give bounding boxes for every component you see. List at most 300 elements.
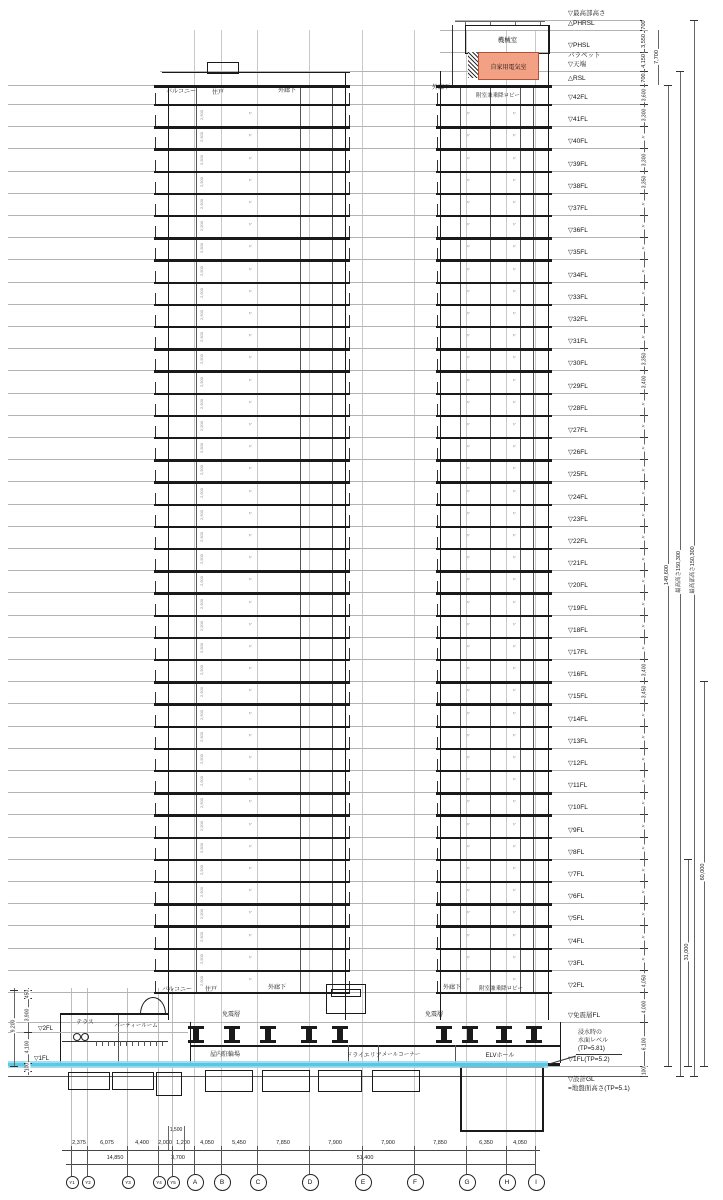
floor-slab xyxy=(436,570,552,572)
grid-bubble-Y3: Y3 xyxy=(122,1176,135,1189)
left-parapet xyxy=(162,72,350,73)
core-ditto: 〃 xyxy=(512,222,517,228)
core-ditto: 〃 xyxy=(466,688,471,694)
deck-tick xyxy=(114,1041,115,1046)
floor-slab xyxy=(154,504,350,506)
grid-bubble-E: E xyxy=(355,1174,372,1191)
core-ditto: 〃 xyxy=(512,177,517,183)
balcony-rail xyxy=(155,826,156,837)
balcony-rail xyxy=(155,182,156,193)
balcony-rail xyxy=(155,404,156,415)
corridor-rail xyxy=(437,248,438,259)
unit-ditto: 〃 xyxy=(248,843,253,849)
floor-slab xyxy=(154,748,350,750)
balcony-rail xyxy=(155,115,156,126)
core-ditto: 〃 xyxy=(512,643,517,649)
corridor-rail xyxy=(349,293,350,304)
unit-ditto: 〃 xyxy=(248,222,253,228)
floor-slab xyxy=(436,925,552,927)
corridor-rail xyxy=(349,115,350,126)
floor-height-dim: 〃 xyxy=(641,467,648,473)
unit-ditto: 〃 xyxy=(248,155,253,161)
floor-height-dim: 100 xyxy=(641,1066,648,1076)
core-ditto: 〃 xyxy=(466,821,471,827)
level-label-=地盤面高さ(TP=5.1): =地盤面高さ(TP=5.1) xyxy=(568,1085,630,1092)
floor-slab xyxy=(154,348,350,350)
floor-height-dim: 〃 xyxy=(641,445,648,451)
core-ditto: 〃 xyxy=(512,976,517,982)
core-ditto: 〃 xyxy=(512,865,517,871)
level-label-42FL: ▽42FL xyxy=(568,94,588,101)
core-ditto: 〃 xyxy=(512,777,517,783)
floor-slab xyxy=(436,881,552,883)
floor-height-dim: 〃 xyxy=(641,201,648,207)
corridor-rail xyxy=(437,470,438,481)
balcony-rail xyxy=(155,670,156,681)
floor-slab xyxy=(436,837,552,839)
core-ditto: 〃 xyxy=(512,910,517,916)
unit-ditto: 〃 xyxy=(248,355,253,361)
level-label-38FL: ▽38FL xyxy=(568,182,588,190)
total-dim: 51,400 xyxy=(356,1155,374,1161)
corridor-rail xyxy=(349,581,350,592)
dim-end-tick xyxy=(690,20,698,21)
unit-ditto: 〃 xyxy=(248,621,253,627)
floor-slab xyxy=(154,859,350,861)
floor-slab xyxy=(154,792,350,794)
unit-ditto: 〃 xyxy=(248,510,253,516)
unit-ditto: 〃 xyxy=(248,821,253,827)
floor-slab xyxy=(154,925,350,927)
level-label-1FL(TP=5.2): ▽1FL(TP=5.2) xyxy=(568,1056,610,1063)
unit-ditto: 〃 xyxy=(248,111,253,117)
floor-height-dim: 3,350 xyxy=(641,353,648,366)
floor-height-dim: 〃 xyxy=(641,534,648,540)
corridor-rail xyxy=(349,781,350,792)
floor-height-dim: 3,300 xyxy=(641,153,648,166)
right-tower-wall xyxy=(548,25,549,1020)
unit-height-note: 2,500 xyxy=(198,909,204,920)
floor-slab xyxy=(436,948,552,950)
level-label-41FL: ▽41FL xyxy=(568,116,588,124)
room-label: パーティールーム xyxy=(114,1023,158,1029)
core-ditto: 〃 xyxy=(512,799,517,805)
dim-text: 31,000 xyxy=(684,943,691,961)
balcony-rail xyxy=(155,870,156,881)
unit-ditto: 〃 xyxy=(248,577,253,583)
floor-slab xyxy=(436,615,552,617)
level-label-19FL: ▽19FL xyxy=(568,604,588,612)
unit-height-note: 2,500 xyxy=(198,620,204,631)
level-label-31FL: ▽31FL xyxy=(568,338,588,346)
core-ditto: 〃 xyxy=(466,754,471,760)
unit-ditto: 〃 xyxy=(248,266,253,272)
corridor-rail xyxy=(349,337,350,348)
flood-note-leader xyxy=(548,1040,580,1066)
core-ditto: 〃 xyxy=(512,444,517,450)
isolator-plate xyxy=(436,1040,452,1043)
left-tower-line xyxy=(300,85,301,992)
corridor-rail xyxy=(349,826,350,837)
unit-height-note: 2,500 xyxy=(198,265,204,276)
isolator-body xyxy=(501,1028,507,1040)
right-tower-line xyxy=(520,85,521,992)
bay-dim: 1,200 xyxy=(176,1140,190,1146)
floor-slab xyxy=(436,548,552,550)
podium-wall xyxy=(60,1013,61,1063)
core-ditto: 〃 xyxy=(466,399,471,405)
floor-slab xyxy=(154,726,350,728)
core-ditto: 〃 xyxy=(466,444,471,450)
floor-slab xyxy=(436,748,552,750)
left-tower-line xyxy=(332,85,333,992)
floor-slab xyxy=(154,948,350,950)
unit-ditto: 〃 xyxy=(248,865,253,871)
floor-height-dim: 〃 xyxy=(641,290,648,296)
bay-dim: 7,900 xyxy=(381,1140,395,1146)
core-ditto: 〃 xyxy=(466,643,471,649)
unit-height-note: 2,500 xyxy=(198,443,204,454)
deck-tick xyxy=(156,1041,157,1046)
grid-bubble-Y2: Y2 xyxy=(82,1176,95,1189)
room-label: テラス xyxy=(76,1020,94,1026)
corridor-rail xyxy=(349,959,350,970)
balcony-rail xyxy=(155,293,156,304)
level-label-PHSL: ▽PHSL xyxy=(568,42,590,49)
grid-line-H xyxy=(506,30,507,1172)
room-label: ELVホール xyxy=(485,1053,515,1059)
balcony-rail xyxy=(155,204,156,215)
terrace-deck xyxy=(62,1041,168,1042)
unit-ditto: 〃 xyxy=(248,976,253,982)
unit-height-note: 2,500 xyxy=(198,243,204,254)
floor-slab xyxy=(436,148,552,150)
dim-end-tick xyxy=(690,1076,698,1077)
level-label-30FL: ▽30FL xyxy=(568,360,588,368)
corridor-rail xyxy=(349,648,350,659)
grid-line-A xyxy=(194,30,195,1172)
corridor-rail xyxy=(437,515,438,526)
unit-height-note: 2,500 xyxy=(198,953,204,964)
floor-height-dim: 3,400 xyxy=(641,375,648,388)
balcony-rail xyxy=(155,160,156,171)
floor-slab xyxy=(154,326,350,328)
floor-slab xyxy=(154,814,350,816)
level-label-16FL: ▽16FL xyxy=(568,671,588,679)
deck-tick xyxy=(138,1041,139,1046)
room-label: 住戸 xyxy=(211,90,225,96)
floor-slab xyxy=(436,703,552,705)
floor-slab xyxy=(436,637,552,639)
core-ditto: 〃 xyxy=(466,599,471,605)
floor-height-dim: 〃 xyxy=(641,578,648,584)
core-ditto: 〃 xyxy=(512,199,517,205)
deck-tick xyxy=(108,1041,109,1046)
corridor-rail xyxy=(437,848,438,859)
balcony-rail xyxy=(155,781,156,792)
unit-ditto: 〃 xyxy=(248,710,253,716)
floor-height-dim: 〃 xyxy=(641,423,648,429)
dim-text: 3,550 xyxy=(641,34,648,48)
floor-height-dim: 〃 xyxy=(641,933,648,940)
core-ditto: 〃 xyxy=(466,732,471,738)
corridor-rail xyxy=(437,559,438,570)
grid-bubble-G: G xyxy=(459,1174,476,1191)
bay-dim: 7,850 xyxy=(276,1140,290,1146)
corridor-rail xyxy=(349,670,350,681)
floor-height-dim: 〃 xyxy=(641,956,648,962)
left-tower-wall xyxy=(168,85,169,1020)
floor-slab xyxy=(154,703,350,705)
corridor-rail xyxy=(349,515,350,526)
ph-rail xyxy=(455,21,545,22)
floor-slab xyxy=(154,393,350,395)
corridor-rail xyxy=(349,448,350,459)
floor-height-dim: 〃 xyxy=(641,645,648,651)
dim-text: 100 xyxy=(24,1062,31,1072)
unit-height-note: 2,500 xyxy=(198,287,204,298)
level-label-天端: ▽天端 xyxy=(568,61,586,68)
bay-dim: 5,450 xyxy=(232,1140,246,1146)
level-label-5FL: ▽5FL xyxy=(568,915,585,923)
corridor-rail xyxy=(349,803,350,814)
balcony-rail xyxy=(155,426,156,437)
balcony-rail xyxy=(155,959,156,970)
core-ditto: 〃 xyxy=(466,266,471,272)
isolator-body xyxy=(193,1028,199,1040)
corridor-rail xyxy=(437,93,438,104)
core-ditto: 〃 xyxy=(512,421,517,427)
dim-text: 4,150 xyxy=(641,54,648,68)
level-label-39FL: ▽39FL xyxy=(568,160,588,168)
corridor-rail xyxy=(437,426,438,437)
grid-bubble-C: C xyxy=(250,1174,267,1191)
level-label-2FL: ▽2FL xyxy=(568,982,585,989)
corridor-rail xyxy=(437,826,438,837)
bubble-stem xyxy=(506,1146,507,1174)
unit-ditto: 〃 xyxy=(248,532,253,538)
balcony-rail xyxy=(155,737,156,748)
floor-height-dim: 〃 xyxy=(641,512,648,518)
unit-ditto: 〃 xyxy=(248,466,253,472)
balcony-rail xyxy=(155,559,156,570)
core-ditto: 〃 xyxy=(466,111,471,117)
floor-slab xyxy=(154,570,350,572)
floor-height-dim: 〃 xyxy=(641,734,648,740)
elevator-pit xyxy=(460,1066,544,1132)
core-ditto: 〃 xyxy=(466,333,471,339)
floor-slab xyxy=(154,171,350,173)
grid-bubble-F: F xyxy=(407,1174,424,1191)
bay-dim: 6,350 xyxy=(479,1140,493,1146)
corridor-rail xyxy=(437,448,438,459)
ph-stair-hatch xyxy=(468,52,478,78)
foundation-pit xyxy=(205,1070,253,1092)
balcony-rail xyxy=(155,137,156,148)
balcony-rail xyxy=(155,604,156,615)
core-ditto: 〃 xyxy=(512,133,517,139)
balcony-rail xyxy=(155,226,156,237)
unit-height-note: 2,500 xyxy=(198,509,204,520)
corridor-rail xyxy=(437,781,438,792)
corridor-rail xyxy=(349,182,350,193)
dim-text: 450 xyxy=(24,989,31,999)
floor-slab xyxy=(436,659,552,661)
total-dim: 3,700 xyxy=(171,1155,185,1161)
deck-tick xyxy=(150,1041,151,1046)
level-label-6FL: ▽6FL xyxy=(568,893,585,901)
dim-text: 60,000 xyxy=(700,863,707,881)
unit-height-note: 2,500 xyxy=(198,198,204,209)
balcony-rail xyxy=(155,715,156,726)
balcony-rail xyxy=(155,537,156,548)
core-ditto: 〃 xyxy=(466,932,471,938)
bubble-stem xyxy=(309,1146,310,1174)
core-ditto: 〃 xyxy=(466,777,471,783)
corridor-rail xyxy=(437,271,438,282)
corridor-rail xyxy=(349,248,350,259)
floor-slab xyxy=(436,370,552,372)
unit-height-note: 2,500 xyxy=(198,931,204,942)
floor-height-dim: 〃 xyxy=(641,600,648,607)
room-label: ドライエリア xyxy=(346,1053,382,1059)
unit-height-note: 2,500 xyxy=(198,887,204,898)
floor-slab xyxy=(436,193,552,195)
unit-ditto: 〃 xyxy=(248,599,253,605)
floor-height-dim: 〃 xyxy=(641,134,648,140)
grid-line-F xyxy=(414,30,415,1172)
floor-slab xyxy=(154,681,350,683)
dim-ext xyxy=(168,1126,169,1150)
floor-slab xyxy=(436,393,552,395)
grid-line-C xyxy=(257,30,258,1172)
level-label-4FL: ▽4FL xyxy=(568,937,585,945)
core-ditto: 〃 xyxy=(466,843,471,849)
right-tower-wall xyxy=(440,71,441,1020)
dim-end-tick xyxy=(684,1066,692,1067)
bubble-stem xyxy=(414,1146,415,1174)
room-label: 附室兼乗降ロビー xyxy=(476,93,520,99)
level-line-免震層FL xyxy=(8,1022,640,1023)
unit-ditto: 〃 xyxy=(248,910,253,916)
dim-text: 7,700 xyxy=(654,50,661,64)
level-label-37FL: ▽37FL xyxy=(568,205,588,212)
dim-tick xyxy=(24,1032,32,1033)
room-label: 屋内駐輪場 xyxy=(209,1052,241,1058)
floor-slab xyxy=(436,126,552,128)
corridor-rail xyxy=(437,293,438,304)
isolator-body xyxy=(306,1028,312,1040)
unit-height-note: 2,500 xyxy=(198,820,204,831)
core-ditto: 〃 xyxy=(512,555,517,561)
core-ditto: 〃 xyxy=(512,599,517,605)
core-ditto: 〃 xyxy=(512,821,517,827)
corridor-rail xyxy=(349,404,350,415)
right-tower-line xyxy=(533,85,534,992)
balcony-rail xyxy=(155,981,156,992)
grid-bubble-D: D xyxy=(302,1174,319,1191)
unit-height-note: 2,500 xyxy=(198,465,204,476)
floor-slab xyxy=(154,104,350,106)
unit-height-note: 2,500 xyxy=(198,864,204,875)
floor-height-dim: 〃 xyxy=(641,334,648,340)
core-ditto: 〃 xyxy=(512,954,517,960)
isolator-body xyxy=(265,1028,271,1040)
unit-ditto: 〃 xyxy=(248,421,253,427)
floor-slab xyxy=(436,215,552,217)
core-ditto: 〃 xyxy=(466,799,471,805)
core-ditto: 〃 xyxy=(512,288,517,294)
level-label-27FL: ▽27FL xyxy=(568,427,588,434)
corridor-rail xyxy=(349,382,350,393)
floor-slab xyxy=(154,259,350,261)
isolator-plate xyxy=(301,1040,317,1043)
level-label-36FL: ▽36FL xyxy=(568,227,588,235)
dim-end-tick xyxy=(700,1066,708,1067)
level-label-11FL: ▽11FL xyxy=(568,782,588,790)
unit-height-note: 2,500 xyxy=(198,576,204,587)
room-label: 外廊下 xyxy=(277,88,297,94)
floor-slab xyxy=(436,526,552,528)
unit-height-note: 2,500 xyxy=(198,398,204,409)
core-ditto: 〃 xyxy=(512,355,517,361)
corridor-rail xyxy=(437,204,438,215)
core-ditto: 〃 xyxy=(466,577,471,583)
floor-slab xyxy=(154,903,350,905)
corridor-rail xyxy=(349,271,350,282)
level-label-28FL: ▽28FL xyxy=(568,404,588,412)
corridor-rail xyxy=(349,759,350,770)
corridor-rail xyxy=(437,692,438,703)
level-label-left: ▽1FL xyxy=(34,1056,49,1062)
corridor-rail xyxy=(349,892,350,903)
level-label-12FL: ▽12FL xyxy=(568,760,588,767)
corridor-rail xyxy=(349,626,350,637)
level-label-32FL: ▽32FL xyxy=(568,316,588,323)
core-ditto: 〃 xyxy=(512,710,517,716)
floor-slab xyxy=(154,193,350,195)
electric-room-box xyxy=(478,52,539,80)
floor-slab xyxy=(154,237,350,239)
balcony-rail xyxy=(155,248,156,259)
unit-height-note: 2,500 xyxy=(198,753,204,764)
corridor-rail xyxy=(437,137,438,148)
grid-bubble-A: A xyxy=(187,1174,204,1191)
bubble-stem xyxy=(535,1146,536,1174)
isolator-body xyxy=(531,1028,537,1040)
floor-height-dim: 〃 xyxy=(641,711,648,718)
corridor-rail xyxy=(349,470,350,481)
core-ditto: 〃 xyxy=(512,266,517,272)
corridor-rail xyxy=(437,337,438,348)
unit-ditto: 〃 xyxy=(248,333,253,339)
flood-note-line: (TP=5.81) xyxy=(578,1046,605,1052)
unit-height-note: 2,500 xyxy=(198,110,204,121)
core-ditto: 〃 xyxy=(512,732,517,738)
floor-slab xyxy=(436,171,552,173)
corridor-rail xyxy=(437,359,438,370)
core-ditto: 〃 xyxy=(466,421,471,427)
core-ditto: 〃 xyxy=(466,199,471,205)
core-ditto: 〃 xyxy=(512,488,517,494)
unit-ditto: 〃 xyxy=(248,399,253,405)
core-ditto: 〃 xyxy=(512,333,517,339)
unit-ditto: 〃 xyxy=(248,310,253,316)
balcony-rail xyxy=(155,692,156,703)
unit-height-note: 2,500 xyxy=(198,332,204,343)
corridor-rail xyxy=(349,848,350,859)
dim-end-tick xyxy=(664,1066,672,1067)
